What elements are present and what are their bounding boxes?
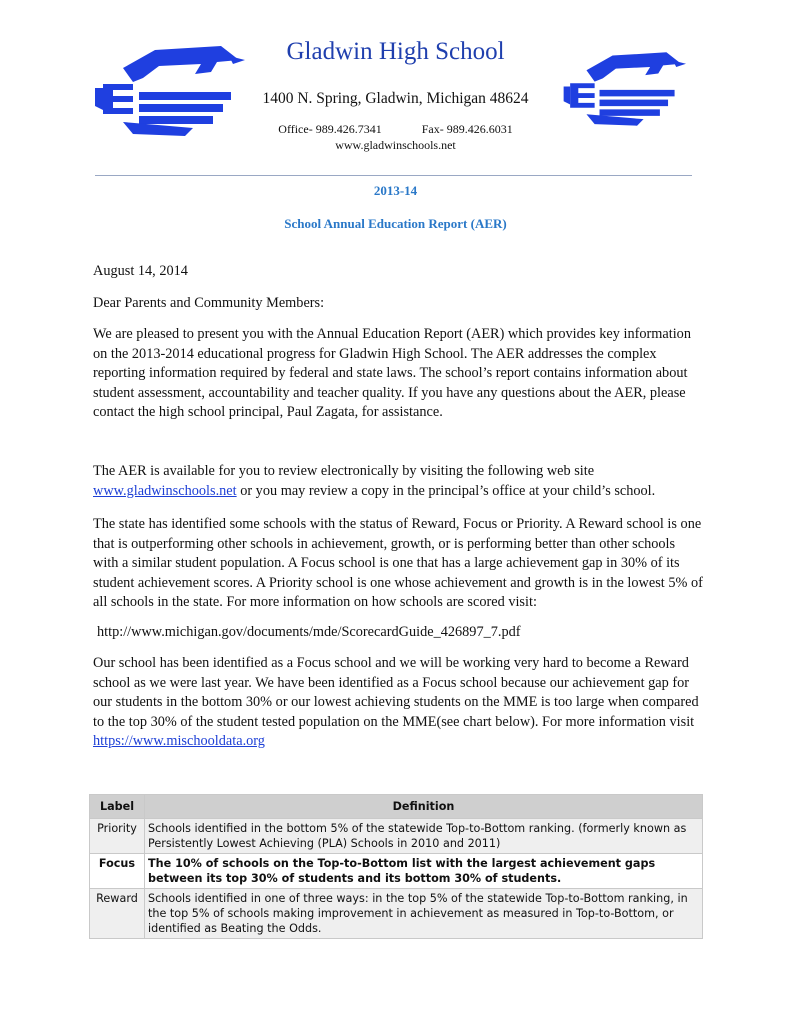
column-header-definition: Definition bbox=[145, 795, 703, 819]
fax-number: Fax- 989.426.6031 bbox=[421, 122, 513, 136]
column-header-label: Label bbox=[90, 795, 145, 819]
report-year: 2013-14 bbox=[373, 183, 418, 198]
mischooldata-link[interactable]: https://www.mischooldata.org bbox=[93, 733, 265, 749]
report-title: School Annual Education Report (AER) bbox=[284, 216, 507, 231]
row-definition: The 10% of schools on the Top-to-Bottom list with the largest achievement gaps between its top 30% of students and its bottom 30% of students. bbox=[145, 854, 703, 889]
school-name: Gladwin High School bbox=[286, 38, 505, 65]
status-paragraph: The state has identified some schools with the status of Reward, Focus or Priority. A Reward school is one that is outperforming other schools in achievement, growth, or is performing better than other schools with a similar student population. A Focus school is one that has a large achievement gap in 30% of its student achievement scores. A Priority school is one whose achievement and growth is in the lowest 5% of all schools in the state. For more information on how schools are scored visit: bbox=[93, 516, 703, 610]
row-definition: Schools identified in the bottom 5% of the statewide Top-to-Bottom ranking. (formerly known as Persistently Lowest Achieving (PLA) Schools in 2010 and 2011) bbox=[145, 819, 703, 854]
row-label: Focus bbox=[90, 854, 145, 889]
availability-text-after: or you may review a copy in the principal’s office at your child’s school. bbox=[236, 482, 656, 499]
row-label: Priority bbox=[90, 819, 145, 854]
intro-paragraph: We are pleased to present you with the Annual Education Report (AER) which provides key information on the 2013-2014 educational progress for Gladwin High School. The AER addresses the complex reporting information required by federal and state laws. The school’s report contains information about student assessment, accountability and teacher quality. If you have any questions about the AER, please contact the high school principal, Paul Zagata, for assistance. bbox=[93, 326, 691, 420]
contact-phones bbox=[0, 122, 791, 137]
table-row bbox=[90, 854, 703, 889]
focus-paragraph bbox=[93, 654, 703, 752]
availability-paragraph bbox=[93, 462, 703, 501]
availability-text: The AER is available for you to review electronically by visiting the following web site bbox=[93, 463, 595, 479]
letter-salutation: Dear Parents and Community Members: bbox=[93, 295, 325, 311]
table-header-row bbox=[90, 795, 703, 819]
status-definitions-table bbox=[89, 794, 703, 939]
row-label: Reward bbox=[90, 889, 145, 939]
header-divider bbox=[95, 175, 692, 176]
focus-text: Our school has been identified as a Focus school and we will be working very hard to become a Reward school as we were last year. We have been identified as a Focus school because our achievement gap for our students in the bottom 30% or our lowest achieving students on the MME is too large when compared to the top 30% of the student tested population on the MME(see chart below). For more information visit bbox=[93, 655, 699, 730]
table-row bbox=[90, 819, 703, 854]
row-definition: Schools identified in one of three ways: in the top 5% of the statewide Top-to-Bottom ranking, in the top 5% of schools making improvement in achievement as measured in Top-to-Bottom, or identified as Beating the Odds. bbox=[145, 889, 703, 939]
website-link[interactable]: www.gladwinschools.net bbox=[93, 482, 237, 499]
letter-date: August 14, 2014 bbox=[93, 263, 188, 279]
school-address: 1400 N. Spring, Gladwin, Michigan 48624 bbox=[262, 90, 529, 107]
office-phone: Office- 989.426.7341 bbox=[278, 122, 382, 136]
scorecard-url: http://www.michigan.gov/documents/mde/ScorecardGuide_426897_7.pdf bbox=[97, 624, 521, 640]
letterhead-website: www.gladwinschools.net bbox=[335, 138, 456, 152]
table-row bbox=[90, 889, 703, 939]
